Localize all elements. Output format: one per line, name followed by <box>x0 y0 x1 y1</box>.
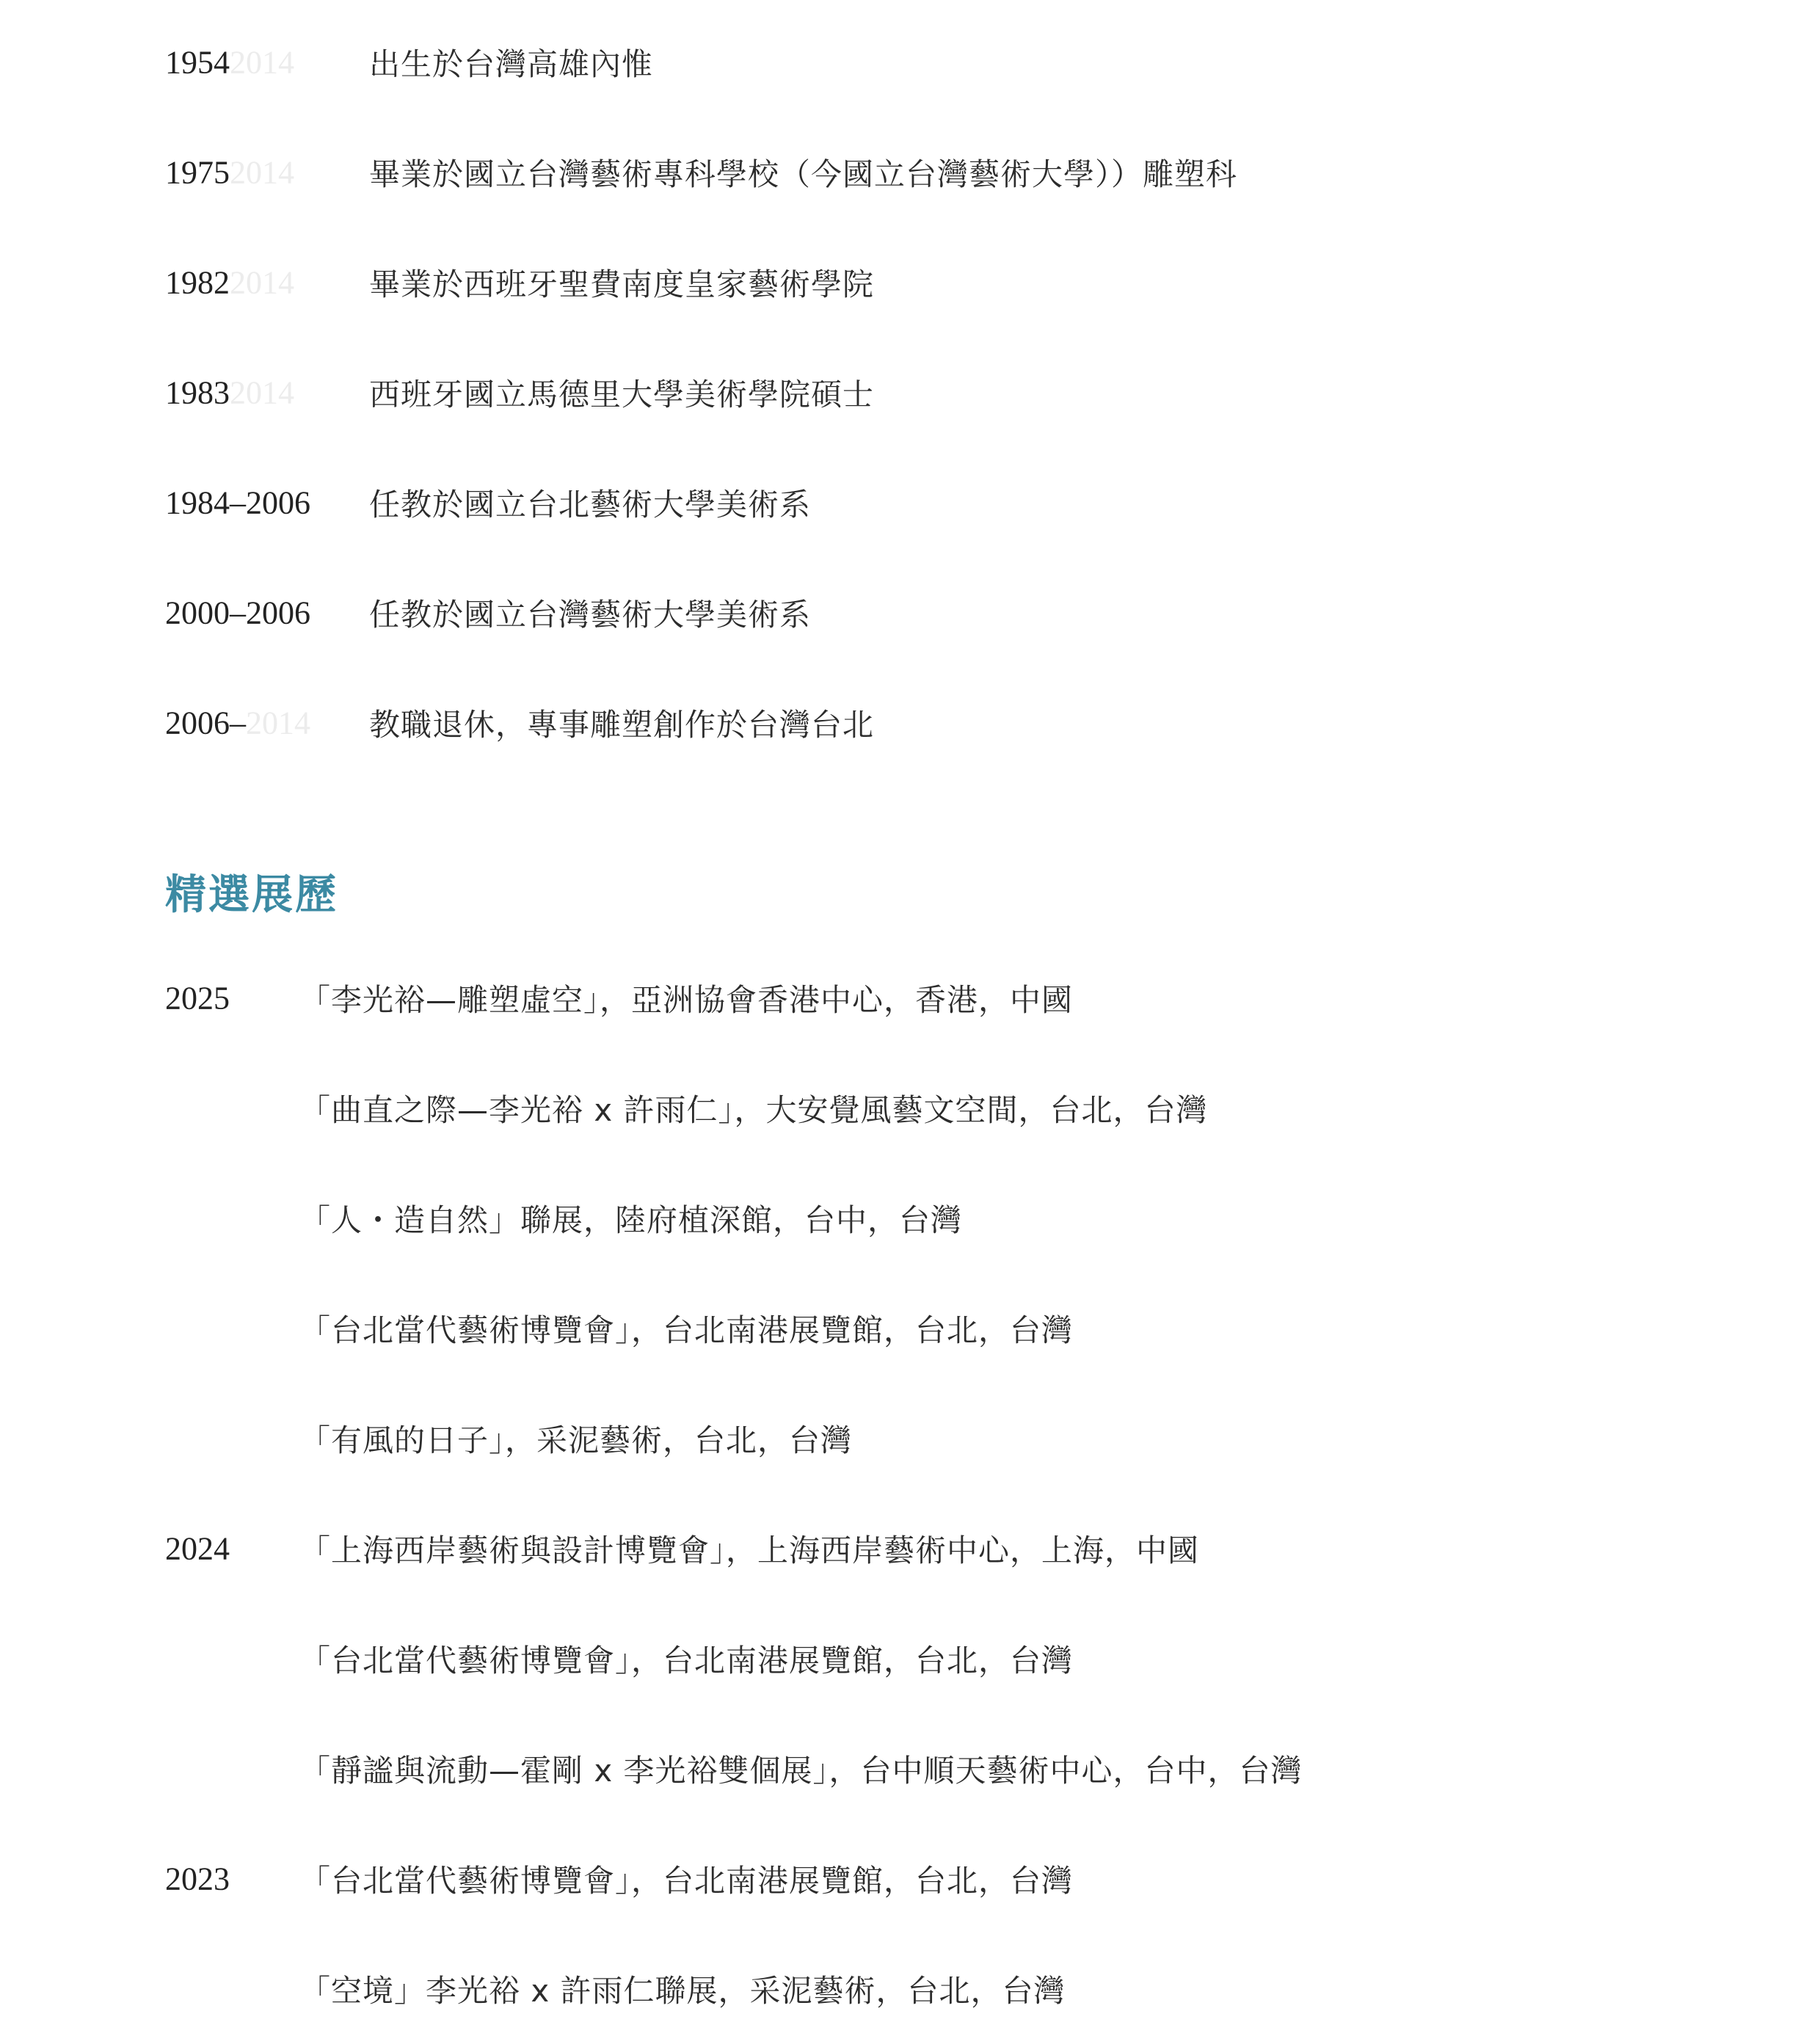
bio-year: 19822014 <box>165 264 294 301</box>
bio-text: 畢業於國立台灣藝術專科學校（今國立台灣藝術大學））雕塑科 <box>369 156 1238 192</box>
bio-row <box>0 690 1820 756</box>
exhibition-row <box>0 1185 1820 1251</box>
exhibition-row <box>0 1405 1820 1472</box>
bio-text: 任教於國立台灣藝術大學美術系 <box>369 597 812 633</box>
exhibition-row <box>0 1956 1820 2022</box>
bio-row <box>0 360 1820 426</box>
bio-row <box>0 470 1820 536</box>
exhibition-year: 2024 <box>165 1530 230 1567</box>
exhibition-row <box>0 1736 1820 1802</box>
exhibitions-heading: 精選展歷 <box>165 871 338 919</box>
exhibition-text: 「李光裕—雕塑虛空」，亞洲協會香港中心，香港，中國 <box>299 982 1074 1018</box>
exhibition-row <box>0 1075 1820 1141</box>
exhibition-text: 「上海西岸藝術與設計博覽會」，上海西岸藝術中心，上海，中國 <box>299 1532 1200 1568</box>
bio-year: 19832014 <box>165 374 294 411</box>
exhibition-year: 2025 <box>165 980 230 1017</box>
exhibition-text: 「台北當代藝術博覽會」，台北南港展覽館，台北，台灣 <box>299 1643 1074 1679</box>
faded-year: 2014 <box>246 705 310 741</box>
faded-year: 2014 <box>230 374 294 411</box>
bio-text: 教職退休，專事雕塑創作於台灣台北 <box>369 707 875 743</box>
bio-text: 西班牙國立馬德里大學美術學院碩士 <box>369 377 875 412</box>
bio-year: 19542014 <box>165 44 294 81</box>
bio-row <box>0 250 1820 316</box>
exhibition-text: 「曲直之際—李光裕 x 許雨仁」，大安覺風藝文空間，台北，台灣 <box>299 1092 1208 1128</box>
exhibition-row <box>0 1846 1820 1912</box>
exhibition-row <box>0 965 1820 1031</box>
exhibition-text: 「台北當代藝術博覽會」，台北南港展覽館，台北，台灣 <box>299 1863 1074 1899</box>
bio-year: 2006–2014 <box>165 705 310 741</box>
exhibition-text: 「有風的日子」，采泥藝術，台北，台灣 <box>299 1422 853 1458</box>
bio-year: 19752014 <box>165 154 294 191</box>
bio-text: 出生於台灣高雄內惟 <box>369 46 654 82</box>
bio-text: 任教於國立台北藝術大學美術系 <box>369 487 812 523</box>
bio-text: 畢業於西班牙聖費南度皇家藝術學院 <box>369 266 875 302</box>
faded-year: 2014 <box>230 154 294 191</box>
exhibition-row <box>0 1295 1820 1361</box>
exhibition-text: 「空境」李光裕 x 許雨仁聯展，采泥藝術，台北，台灣 <box>299 1973 1066 2009</box>
bio-row <box>0 29 1820 95</box>
faded-year: 2014 <box>230 264 294 301</box>
exhibition-text: 「台北當代藝術博覽會」，台北南港展覽館，台北，台灣 <box>299 1312 1074 1348</box>
bio-row <box>0 139 1820 206</box>
bio-row <box>0 580 1820 646</box>
bio-year: 2000–2006 <box>165 594 310 631</box>
exhibition-year: 2023 <box>165 1861 230 1897</box>
exhibition-text: 「人・造自然」聯展，陸府植深館，台中，台灣 <box>299 1202 963 1238</box>
exhibition-text: 「靜謐與流動—霍剛 x 李光裕雙個展」，台中順天藝術中心，台中，台灣 <box>299 1753 1303 1789</box>
faded-year: 2014 <box>230 44 294 81</box>
bio-year: 1984–2006 <box>165 484 310 521</box>
exhibition-row <box>0 1626 1820 1692</box>
exhibition-row <box>0 1516 1820 1582</box>
